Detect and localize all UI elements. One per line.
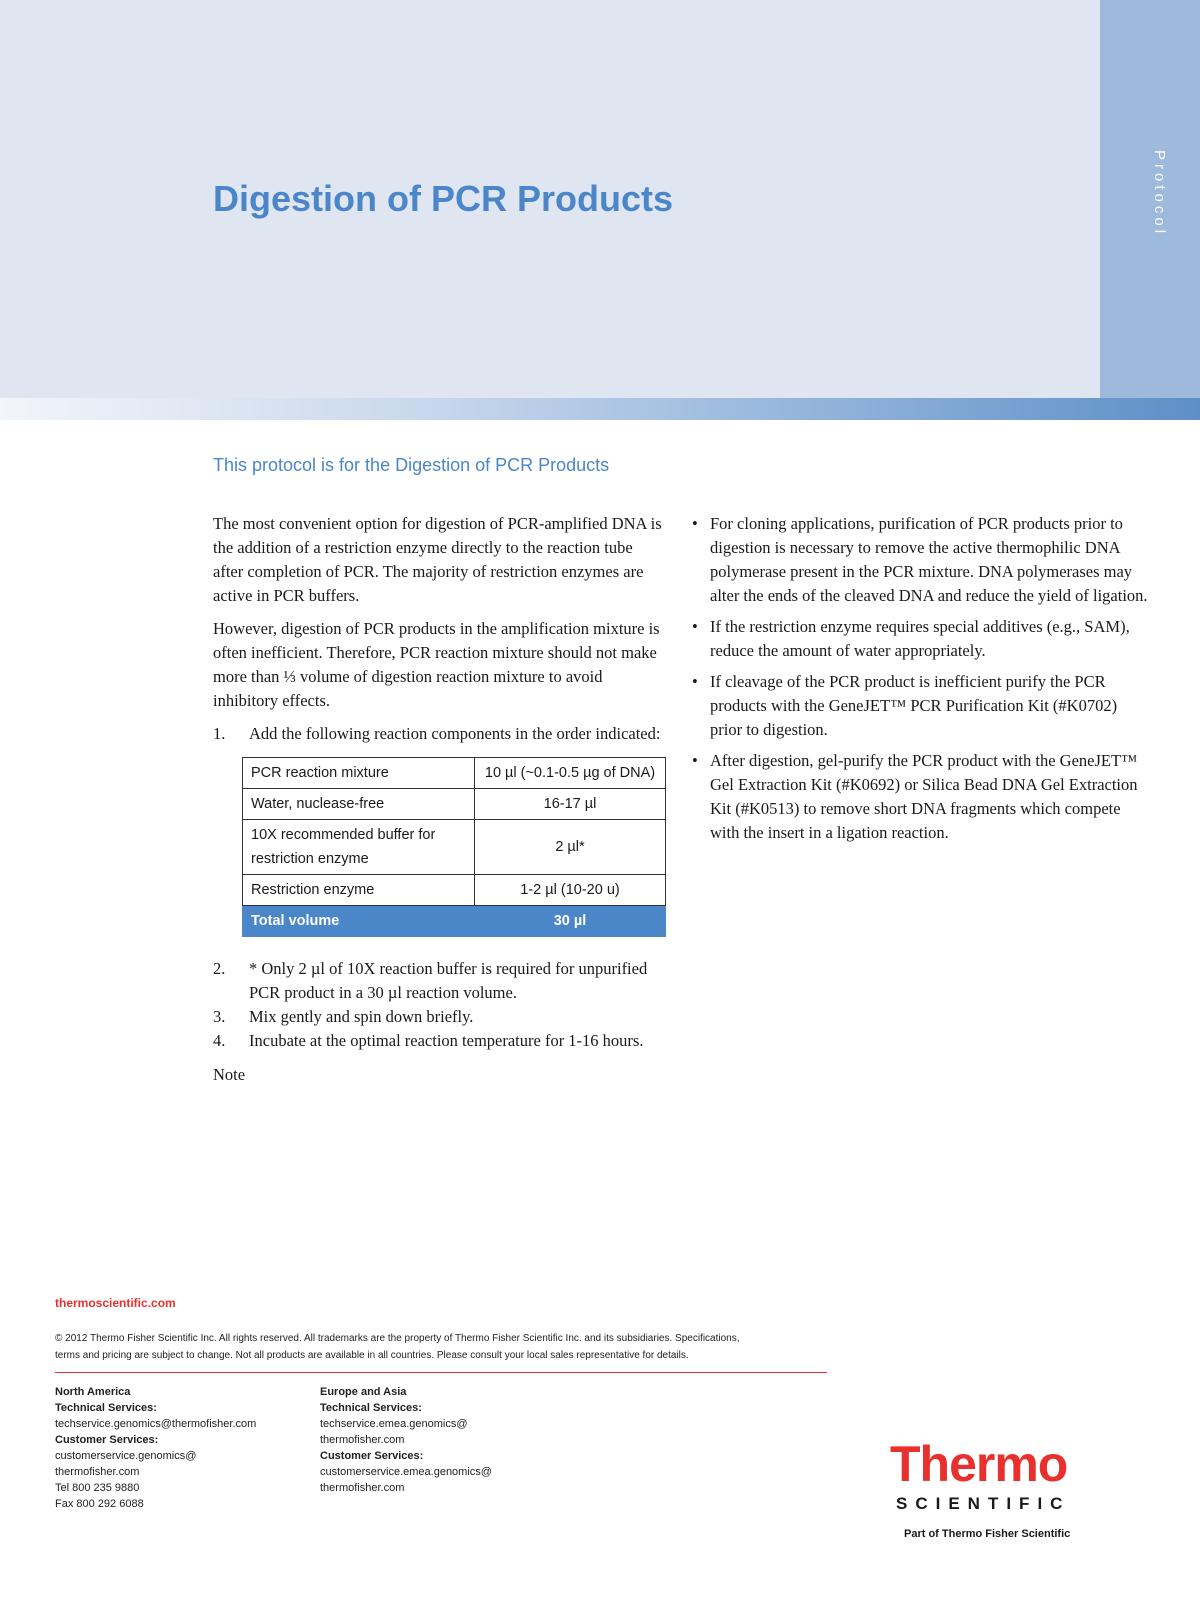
- side-tab: [1100, 0, 1200, 400]
- table-row: [243, 820, 666, 875]
- contact-europe-asia: [320, 1384, 492, 1496]
- phone-number: Tel 800 235 9880: [55, 1482, 140, 1494]
- intro-paragraph-1: The most convenient option for digestion of PCR-amplified DNA is the addition of a restriction enzyme directly to the reaction tube after completion of PCR. The majority of restriction enzymes are active in PCR buffers.: [213, 514, 662, 605]
- list-item: [692, 749, 1152, 845]
- component-value: 10 µl (~0.1-0.5 µg of DNA): [475, 758, 666, 789]
- tech-services-label: Technical Services:: [55, 1402, 157, 1414]
- note-label: Note: [213, 1065, 246, 1084]
- left-column: [213, 512, 663, 1096]
- step-text: Incubate at the optimal reaction temperature for 1-16 hours.: [249, 1031, 644, 1050]
- step-number: 3.: [213, 1007, 226, 1026]
- table-row: [243, 789, 666, 820]
- protocol-subtitle: This protocol is for the Digestion of PCR Products: [213, 455, 610, 475]
- step-text: * Only 2 µl of 10X reaction buffer is required for unpurified PCR product in a 30 µl reaction volume.: [249, 959, 648, 1002]
- step-text: Add the following reaction components in the order indicated:: [249, 724, 661, 743]
- component-label: 10X recommended buffer for restriction enzyme: [243, 820, 475, 875]
- component-label: PCR reaction mixture: [243, 758, 475, 789]
- fax-number: Fax 800 292 6088: [55, 1498, 144, 1510]
- step-text: Mix gently and spin down briefly.: [249, 1007, 474, 1026]
- side-tab-label: Protocol: [1151, 150, 1168, 238]
- reaction-components-table: [242, 757, 666, 937]
- header-gradient-bar: [0, 398, 1200, 420]
- bullet-text: For cloning applications, purification of PCR products prior to digestion is necessary to remove the active thermophilic DNA polymerase present in the PCR mixture. DNA polymerases may alter the ends of the cleaved DNA and reduce the yield of ligation.: [710, 514, 1148, 605]
- region-heading: Europe and Asia: [320, 1386, 407, 1398]
- component-value: 2 µl*: [475, 820, 666, 875]
- tech-services-label: Technical Services:: [320, 1402, 422, 1414]
- legal-line: © 2012 Thermo Fisher Scientific Inc. All rights reserved. All trademarks are the property of Thermo Fisher Scientific Inc. and its subsidiaries. Specifications,: [55, 1333, 740, 1344]
- logo-sub: SCIENTIFIC: [896, 1494, 1071, 1513]
- tech-services-email[interactable]: techservice.genomics@thermofisher.com: [55, 1418, 257, 1430]
- tech-services-email[interactable]: techservice.emea.genomics@: [320, 1418, 468, 1430]
- table-total-row: [243, 906, 666, 937]
- step-number: 4.: [213, 1031, 226, 1050]
- legal-line: terms and pricing are subject to change. Not all products are available in all countries. Please consult your local sales representative for details.: [55, 1350, 689, 1361]
- list-item: [692, 512, 1152, 608]
- bullet-text: If cleavage of the PCR product is inefficient purify the PCR products with the GeneJET™ PCR Purification Kit (#K0702) prior to digestion.: [710, 672, 1118, 739]
- component-value: 16-17 µl: [475, 789, 666, 820]
- bullet-text: After digestion, gel-purify the PCR product with the GeneJET™ Gel Extraction Kit (#K0692) or Silica Bead DNA Gel Extraction Kit (#K0513) to remove short DNA fragments which compete with the insert in a ligation reaction.: [710, 751, 1138, 842]
- step-number: 1.: [213, 724, 226, 743]
- region-heading: North America: [55, 1386, 131, 1398]
- step-number: 2.: [213, 959, 226, 978]
- step-item: [213, 722, 663, 746]
- logo-tagline: Part of Thermo Fisher Scientific: [904, 1528, 1071, 1540]
- customer-services-label: Customer Services:: [55, 1434, 159, 1446]
- website-link[interactable]: thermoscientific.com: [55, 1296, 176, 1310]
- logo-brand: Thermo: [890, 1436, 1068, 1492]
- contact-north-america: [55, 1384, 256, 1512]
- total-value: 30 µl: [475, 906, 666, 937]
- step-item: [213, 1005, 663, 1029]
- page-title: Digestion of PCR Products: [213, 178, 674, 219]
- table-row: [243, 758, 666, 789]
- thermo-scientific-logo: [890, 1438, 1100, 1540]
- right-column: [692, 512, 1152, 852]
- component-value: 1-2 µl (10-20 u): [475, 875, 666, 906]
- intro-paragraph-2: However, digestion of PCR products in the amplification mixture is often inefficient. Therefore, PCR reaction mixture should not make more than ⅓ volume of digestion reaction mixture to avoid inhibitory effects.: [213, 619, 660, 710]
- footer-divider: [55, 1372, 827, 1373]
- list-item: [692, 615, 1152, 663]
- bullet-icon: •: [692, 514, 698, 533]
- component-label: Restriction enzyme: [243, 875, 475, 906]
- list-item: [692, 670, 1152, 742]
- component-label: Water, nuclease-free: [243, 789, 475, 820]
- bullet-icon: •: [692, 617, 698, 636]
- legal-notice: [55, 1330, 825, 1364]
- customer-services-email[interactable]: customerservice.emea.genomics@: [320, 1466, 492, 1478]
- customer-services-label: Customer Services:: [320, 1450, 424, 1462]
- step-item: [213, 957, 663, 1005]
- bullet-text: If the restriction enzyme requires special additives (e.g., SAM), reduce the amount of water appropriately.: [710, 617, 1130, 660]
- customer-services-email-domain[interactable]: thermofisher.com: [320, 1482, 405, 1494]
- customer-services-email[interactable]: customerservice.genomics@: [55, 1450, 197, 1462]
- total-label: Total volume: [243, 906, 475, 937]
- table-row: [243, 875, 666, 906]
- bullet-icon: •: [692, 751, 698, 770]
- tech-services-email-domain[interactable]: thermofisher.com: [320, 1434, 405, 1446]
- bullet-icon: •: [692, 672, 698, 691]
- customer-services-email-domain[interactable]: thermofisher.com: [55, 1466, 140, 1478]
- step-item: [213, 1029, 663, 1053]
